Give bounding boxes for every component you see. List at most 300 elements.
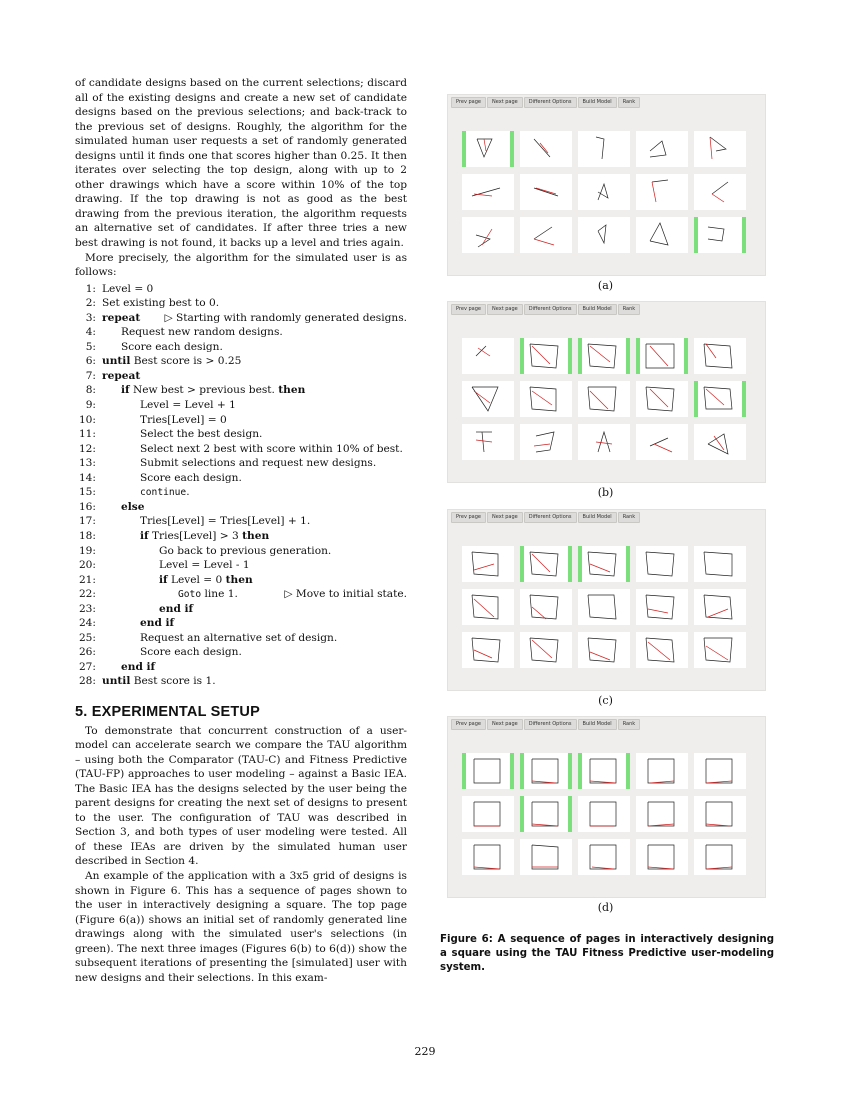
line-drawing (520, 174, 572, 210)
algorithm-line (75, 674, 407, 689)
design-cell[interactable] (578, 546, 630, 582)
toolbar-button-rank[interactable]: Rank (618, 719, 641, 730)
drawing-stroke (530, 595, 558, 619)
code-text: Level = Level - 1 (159, 559, 250, 572)
algorithm-line (75, 660, 407, 675)
line-drawing (578, 796, 630, 832)
drawing-stroke (532, 346, 550, 364)
toolbar-button-build-model[interactable]: Build Model (578, 97, 617, 108)
code-text: Best score is 1. (130, 675, 216, 688)
design-cell[interactable] (578, 753, 630, 789)
toolbar-button-prev-page[interactable]: Prev page (451, 304, 486, 315)
design-cell[interactable] (636, 632, 688, 668)
drawing-stroke (590, 802, 616, 826)
drawing-stroke (474, 759, 500, 783)
line-drawing (520, 796, 572, 832)
drawing-stroke (588, 552, 616, 576)
design-cell[interactable] (636, 217, 688, 253)
drawing-stroke (706, 759, 732, 783)
paragraph: To demonstrate that concurrent construction of a user-model can accelerate search we compare the TAU algorithm – using both the Comparator (TAU-C) and Fitness Predictive (TAU-FP) approaches to user modeling – against a Basic IEA. The Basic IEA has the designs selected by the user being the parent designs for creating the next set of designs to present to the user. The configuration of TAU was described in Section 3, and both types of user modeling were tested. All of these IEAs are driven by the simulated human user described in Section 4. (75, 724, 407, 868)
code-text: Score each design. (121, 340, 223, 353)
line-body (102, 296, 407, 311)
toolbar-button-rank[interactable]: Rank (618, 512, 641, 523)
line-number: 22: (78, 588, 96, 601)
line-drawing (694, 424, 746, 460)
keyword: end if (121, 660, 156, 673)
toolbar-button-build-model[interactable]: Build Model (578, 512, 617, 523)
subfigure-label: (b) (597, 486, 614, 499)
line-drawing (462, 381, 514, 417)
line-body (102, 427, 407, 442)
line-number: 26: (78, 646, 96, 659)
toolbar-button-build-model[interactable]: Build Model (578, 304, 617, 315)
toolbar (451, 719, 640, 730)
line-number: 16: (78, 500, 96, 513)
design-cell[interactable] (636, 546, 688, 582)
line-number: 6: (85, 355, 96, 368)
code-text: line 1. (201, 588, 238, 601)
line-number: 25: (78, 631, 96, 644)
paragraph: More precisely, the algorithm for the simulated user is as follows: (75, 251, 407, 279)
design-cell[interactable] (520, 381, 572, 417)
line-drawing (578, 338, 630, 374)
line-drawing (520, 753, 572, 789)
drawing-stroke (598, 225, 606, 243)
drawing-stroke (530, 552, 558, 576)
comment: ▷ Move to initial state. (284, 588, 407, 601)
paragraph: of candidate designs based on the current selections; discard all of the existing designs and create a new set of candidate designs based on the previous selections; and back-track to the previous set of designs. Roughly, the algorithm for the simulated human user requests a set of randomly generated designs until it finds one that scores higher than 0.25. It then iterates over selecting the top design, along with up to 2 other drawings which have a score within 10% of the top drawing. If the top drawing is not as good as the best drawing from the previous iteration, the algorithm requests an alternative set of candidates. If after three tries a new best drawing is not found, it backs up a level and tries again. (75, 77, 407, 250)
drawing-stroke (534, 227, 552, 239)
line-number: 19: (78, 544, 96, 557)
algorithm-line (75, 354, 407, 369)
drawing-stroke (590, 845, 616, 869)
algorithm-line (75, 282, 407, 297)
toolbar-button-different-options[interactable]: Different Options (524, 304, 577, 315)
line-drawing (462, 131, 514, 167)
drawing-stroke (532, 802, 558, 826)
line-body (102, 558, 407, 573)
subfigure-label: (c) (598, 694, 613, 707)
line-drawing (462, 632, 514, 668)
design-cell[interactable] (578, 174, 630, 210)
toolbar-button-next-page[interactable]: Next page (487, 97, 523, 108)
design-cell[interactable] (694, 589, 746, 625)
drawing-stroke (484, 139, 486, 151)
design-cell[interactable] (578, 381, 630, 417)
line-drawing (578, 131, 630, 167)
line-number: 17: (78, 515, 96, 528)
design-cell[interactable] (636, 839, 688, 875)
drawing-stroke (598, 184, 608, 200)
line-number: 1: (85, 282, 96, 295)
design-cell[interactable] (520, 796, 572, 832)
toolbar-button-rank[interactable]: Rank (618, 97, 641, 108)
line-drawing (694, 546, 746, 582)
design-grid (462, 753, 746, 875)
design-cell[interactable] (578, 839, 630, 875)
design-cell[interactable] (520, 131, 572, 167)
design-cell[interactable] (578, 338, 630, 374)
drawing-stroke (650, 438, 668, 446)
toolbar-button-prev-page[interactable]: Prev page (451, 719, 486, 730)
algorithm-line (75, 645, 407, 660)
algorithm-line (75, 573, 407, 588)
line-body (102, 573, 407, 588)
drawing-stroke (646, 344, 674, 368)
drawing-stroke (476, 235, 490, 247)
line-drawing (578, 424, 630, 460)
drawing-stroke (472, 552, 498, 576)
drawing-stroke (650, 141, 666, 157)
drawing-stroke (706, 344, 716, 358)
design-cell[interactable] (636, 424, 688, 460)
line-drawing (578, 589, 630, 625)
line-body (102, 500, 407, 515)
toolbar-button-build-model[interactable]: Build Model (578, 719, 617, 730)
toolbar-button-next-page[interactable]: Next page (487, 719, 523, 730)
algorithm-line (75, 325, 407, 340)
code-text: Score each design. (140, 471, 242, 484)
design-cell[interactable] (694, 632, 746, 668)
drawing-stroke (648, 802, 674, 826)
code-text: Score each design. (140, 646, 242, 659)
toolbar (451, 97, 640, 108)
code-text: continue (140, 487, 187, 499)
line-drawing (694, 217, 746, 253)
line-drawing (578, 632, 630, 668)
design-cell[interactable] (462, 589, 514, 625)
drawing-stroke (648, 845, 674, 869)
algorithm-line (75, 369, 407, 384)
design-cell[interactable] (694, 338, 746, 374)
code-text: Tries[Level] = Tries[Level] + 1. (140, 515, 311, 528)
line-drawing (462, 753, 514, 789)
design-cell[interactable] (578, 589, 630, 625)
drawing-stroke (704, 638, 732, 662)
line-drawing (694, 796, 746, 832)
algorithm-line (75, 413, 407, 428)
line-body (102, 544, 407, 559)
design-cell[interactable] (520, 217, 572, 253)
figure-caption: Figure 6: A sequence of pages in interactively designing a square using the TAU Fitness Predictive user-modeling system. (440, 934, 774, 973)
line-drawing (462, 839, 514, 875)
drawing-stroke (596, 137, 604, 159)
line-drawing (636, 217, 688, 253)
design-cell[interactable] (520, 753, 572, 789)
drawing-stroke (648, 759, 674, 783)
drawing-stroke (650, 346, 668, 366)
drawing-stroke (534, 444, 550, 446)
drawing-stroke (652, 180, 668, 182)
drawing-stroke (590, 564, 610, 572)
line-body (102, 616, 407, 631)
drawing-stroke (472, 188, 500, 196)
line-body (102, 456, 407, 471)
line-drawing (694, 632, 746, 668)
design-cell[interactable] (462, 753, 514, 789)
design-cell[interactable] (462, 546, 514, 582)
drawing-stroke (704, 595, 732, 619)
toolbar (451, 512, 640, 523)
design-cell[interactable] (520, 839, 572, 875)
design-cell[interactable] (636, 753, 688, 789)
keyword: if (140, 529, 149, 542)
paragraph: An example of the application with a 3x5 grid of designs is shown in Figure 6. This has a sequence of pages shown to the user in interactively designing a square. The top page (Figure 6(a)) shows an initial set of randomly generated line drawings along with the simulated user's selections (in green). The next three images (Figures 6(b) to 6(d)) show the subsequent iterations of presenting the [simulated] user with new designs and their selections. In this exam- (75, 869, 407, 984)
drawing-stroke (646, 638, 674, 662)
design-cell[interactable] (462, 338, 514, 374)
line-body (102, 674, 407, 689)
keyword: repeat (102, 369, 141, 382)
design-cell[interactable] (694, 546, 746, 582)
algorithm-listing (75, 282, 407, 689)
algorithm-line (75, 529, 407, 544)
toolbar-button-different-options[interactable]: Different Options (524, 97, 577, 108)
drawing-stroke (706, 802, 732, 826)
line-body (102, 645, 407, 660)
line-drawing (636, 839, 688, 875)
line-number: 2: (85, 297, 96, 310)
line-drawing (578, 839, 630, 875)
line-drawing (520, 632, 572, 668)
design-cell[interactable] (578, 796, 630, 832)
keyword: else (121, 500, 145, 513)
keyword: then (225, 573, 253, 586)
line-drawing (636, 632, 688, 668)
design-cell[interactable] (694, 381, 746, 417)
algorithm-line (75, 587, 407, 602)
drawing-stroke (704, 552, 732, 576)
design-cell[interactable] (462, 796, 514, 832)
line-body (102, 325, 407, 340)
design-cell[interactable] (462, 217, 514, 253)
code-text: New best > previous best. (129, 384, 279, 397)
drawing-stroke (652, 182, 656, 202)
keyword: if (121, 384, 130, 397)
drawing-stroke (588, 387, 616, 411)
line-number: 18: (78, 529, 96, 542)
design-cell[interactable] (694, 753, 746, 789)
drawing-stroke (474, 599, 494, 617)
design-cell[interactable] (462, 839, 514, 875)
line-drawing (462, 796, 514, 832)
drawing-stroke (710, 137, 726, 151)
drawing-stroke (590, 391, 608, 409)
design-cell[interactable] (636, 796, 688, 832)
line-drawing (694, 338, 746, 374)
design-grid (462, 338, 746, 460)
design-cell[interactable] (462, 381, 514, 417)
design-cell[interactable] (462, 174, 514, 210)
drawing-stroke (650, 223, 668, 245)
algorithm-line (75, 500, 407, 515)
keyword: until (102, 675, 131, 688)
drawing-stroke (474, 391, 490, 403)
keyword: until (102, 355, 131, 368)
algorithm-line (75, 398, 407, 413)
design-cell[interactable] (520, 174, 572, 210)
design-cell[interactable] (520, 589, 572, 625)
design-cell[interactable] (636, 131, 688, 167)
line-body (102, 631, 407, 646)
drawing-stroke (710, 137, 712, 159)
line-drawing (578, 217, 630, 253)
drawing-stroke (708, 609, 728, 617)
design-cell[interactable] (462, 131, 514, 167)
keyword: end if (140, 617, 175, 630)
design-cell[interactable] (694, 839, 746, 875)
design-cell[interactable] (636, 589, 688, 625)
drawing-stroke (708, 434, 728, 454)
toolbar-button-rank[interactable]: Rank (618, 304, 641, 315)
algorithm-line (75, 340, 407, 355)
keyword: repeat (102, 311, 141, 324)
design-cell[interactable] (578, 632, 630, 668)
line-number: 15: (78, 486, 96, 499)
line-number: 23: (78, 602, 96, 615)
drawing-stroke (712, 182, 728, 194)
line-drawing (520, 131, 572, 167)
toolbar-button-different-options[interactable]: Different Options (524, 512, 577, 523)
drawing-stroke (534, 139, 550, 157)
toolbar-button-next-page[interactable]: Next page (487, 304, 523, 315)
drawing-stroke (704, 387, 732, 409)
line-body (102, 442, 407, 457)
algorithm-line (75, 442, 407, 457)
drawing-stroke (536, 188, 556, 194)
line-drawing (578, 546, 630, 582)
line-drawing (694, 589, 746, 625)
line-drawing (694, 753, 746, 789)
line-drawing (520, 589, 572, 625)
line-drawing (462, 217, 514, 253)
drawing-stroke (474, 650, 492, 658)
drawing-stroke (712, 194, 724, 202)
line-number: 12: (78, 442, 96, 455)
drawing-stroke (706, 845, 732, 869)
design-cell[interactable] (578, 217, 630, 253)
drawing-stroke (646, 552, 674, 576)
drawing-stroke (588, 638, 616, 662)
design-cell[interactable] (462, 424, 514, 460)
drawing-stroke (534, 188, 558, 196)
line-number: 3: (85, 311, 96, 324)
line-drawing (636, 753, 688, 789)
code-text: Best score is > 0.25 (130, 355, 242, 368)
figure-screenshot (447, 716, 766, 898)
line-drawing (520, 381, 572, 417)
line-drawing (694, 131, 746, 167)
code-text: Select next 2 best with score within 10% of best. (140, 442, 403, 455)
line-drawing (462, 338, 514, 374)
line-number: 11: (78, 428, 96, 441)
design-cell[interactable] (520, 338, 572, 374)
code-text: Tries[Level] > 3 (148, 529, 243, 542)
design-cell[interactable] (578, 424, 630, 460)
design-cell[interactable] (636, 338, 688, 374)
design-cell[interactable] (694, 174, 746, 210)
algorithm-line (75, 631, 407, 646)
design-cell[interactable] (694, 424, 746, 460)
algorithm-line (75, 456, 407, 471)
comment: ▷ Starting with randomly generated designs. (164, 311, 407, 324)
design-cell[interactable] (462, 632, 514, 668)
drawing-stroke (474, 564, 494, 570)
drawing-stroke (648, 609, 668, 613)
toolbar-button-next-page[interactable]: Next page (487, 512, 523, 523)
design-cell[interactable] (694, 796, 746, 832)
toolbar-button-prev-page[interactable]: Prev page (451, 512, 486, 523)
line-drawing (462, 424, 514, 460)
line-drawing (636, 381, 688, 417)
design-cell[interactable] (636, 381, 688, 417)
line-drawing (694, 839, 746, 875)
design-cell[interactable] (694, 131, 746, 167)
keyword: then (278, 384, 306, 397)
algorithm-line (75, 544, 407, 559)
design-cell[interactable] (520, 632, 572, 668)
design-cell[interactable] (578, 131, 630, 167)
line-drawing (520, 839, 572, 875)
line-body (102, 529, 407, 544)
line-number: 24: (78, 617, 96, 630)
algorithm-line (75, 296, 407, 311)
algorithm-line (75, 616, 407, 631)
subfigure-label: (a) (597, 279, 614, 292)
algorithm-line (75, 471, 407, 486)
line-body (102, 587, 407, 602)
line-number: 8: (85, 384, 96, 397)
drawing-stroke (596, 442, 612, 444)
line-number: 7: (85, 369, 96, 382)
drawing-stroke (482, 432, 484, 452)
code-text: Goto (178, 589, 202, 601)
line-number: 28: (78, 675, 96, 688)
line-drawing (520, 338, 572, 374)
line-drawing (636, 174, 688, 210)
design-grid (462, 131, 746, 253)
design-cell[interactable] (636, 174, 688, 210)
line-drawing (462, 546, 514, 582)
drawing-stroke (706, 389, 724, 405)
drawing-stroke (474, 845, 500, 869)
line-body (102, 471, 407, 486)
code-text: Select the best design. (140, 428, 263, 441)
toolbar-button-different-options[interactable]: Different Options (524, 719, 577, 730)
drawing-stroke (588, 595, 616, 619)
drawing-stroke (590, 759, 616, 783)
line-number: 27: (78, 660, 96, 673)
line-drawing (636, 424, 688, 460)
line-drawing (636, 546, 688, 582)
line-number: 10: (78, 413, 96, 426)
drawing-stroke (532, 640, 552, 658)
line-drawing (578, 753, 630, 789)
design-cell[interactable] (694, 217, 746, 253)
design-cell[interactable] (520, 424, 572, 460)
line-body (102, 369, 407, 384)
code-text: Request new random designs. (121, 326, 283, 339)
keyword: then (242, 529, 270, 542)
line-body (102, 514, 407, 529)
algorithm-line (75, 311, 407, 326)
line-drawing (520, 424, 572, 460)
drawing-stroke (654, 444, 672, 452)
algorithm-line (75, 558, 407, 573)
drawing-stroke (590, 346, 610, 362)
design-cell[interactable] (520, 546, 572, 582)
toolbar-button-prev-page[interactable]: Prev page (451, 97, 486, 108)
line-drawing (636, 338, 688, 374)
